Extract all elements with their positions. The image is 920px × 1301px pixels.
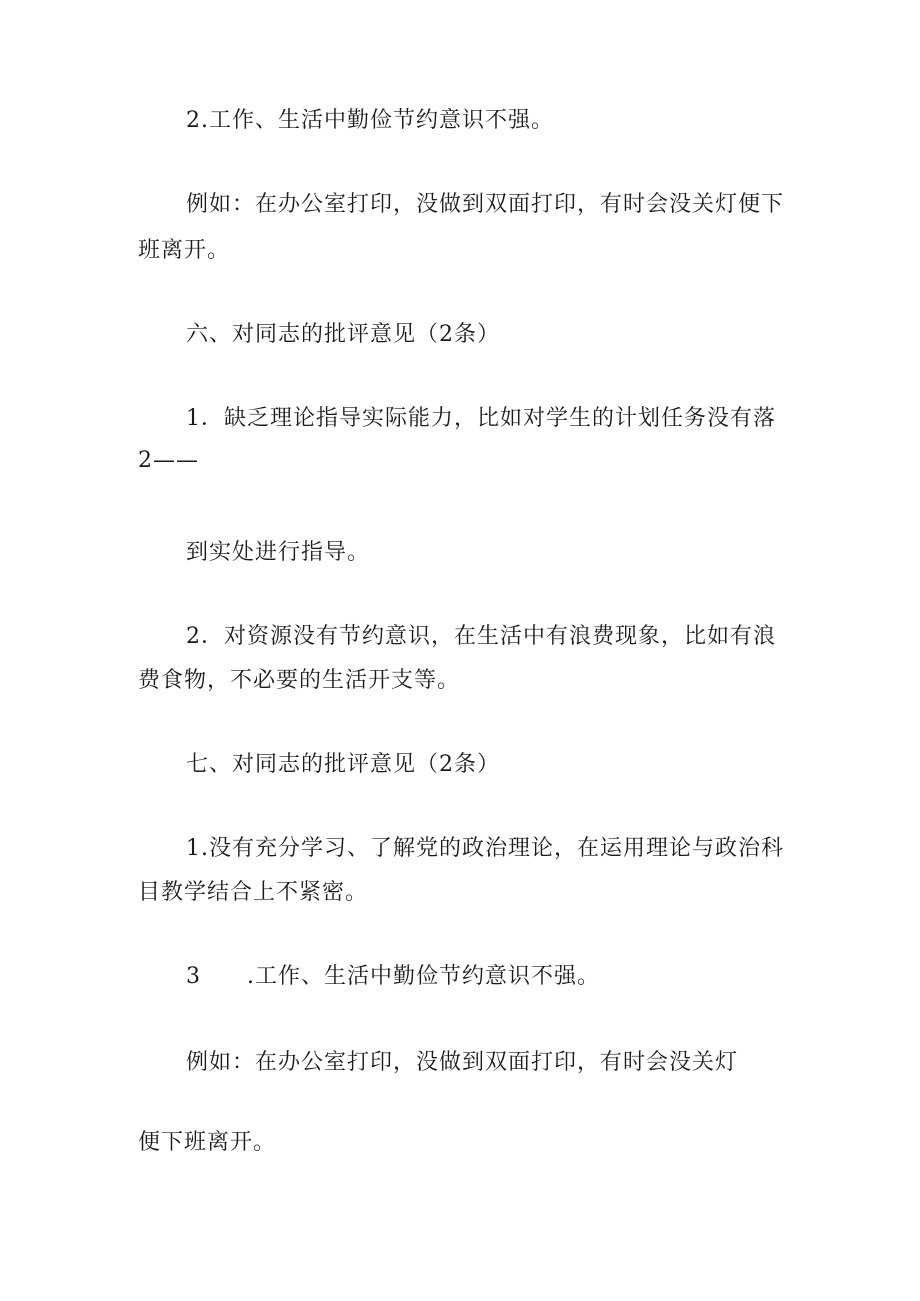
section-7-item-1-line-2: 目教学结合上不紧密。 — [138, 880, 369, 905]
example-paragraph-line-1: 例如：在办公室打印，没做到双面打印，有时会没关灯便下 — [186, 192, 785, 217]
example-paragraph-line-2: 班离开。 — [138, 238, 231, 263]
section-7-item-1-line-1: 1.没有充分学习、了解党的政治理论，在运用理论与政治科 — [186, 836, 784, 861]
section-7-heading: 七、对同志的批评意见（2条） — [186, 752, 500, 777]
section-6-item-1-line-1: 1．缺乏理论指导实际能力，比如对学生的计划任务没有落 — [186, 406, 776, 431]
section-6-item-2-line-1: 2．对资源没有节约意识，在生活中有浪费现象，比如有浪 — [186, 624, 776, 649]
example-paragraph-2-line-2: 便下班离开。 — [138, 1130, 277, 1155]
section-6-heading: 六、对同志的批评意见（2条） — [186, 322, 500, 347]
page-number-marker: 2—— — [138, 448, 199, 473]
section-7-item-3-heading: 3 .工作、生活中勤俭节约意识不强。 — [186, 964, 600, 989]
section-6-item-1-line-2: 到实处进行指导。 — [186, 540, 371, 565]
section-6-item-2-line-2: 费食物，不必要的生活开支等。 — [138, 668, 461, 693]
example-paragraph-2-line-1: 例如：在办公室打印，没做到双面打印，有时会没关灯 — [186, 1050, 739, 1075]
item-2-frugality-heading: 2.工作、生活中勤俭节约意识不强。 — [186, 108, 554, 133]
